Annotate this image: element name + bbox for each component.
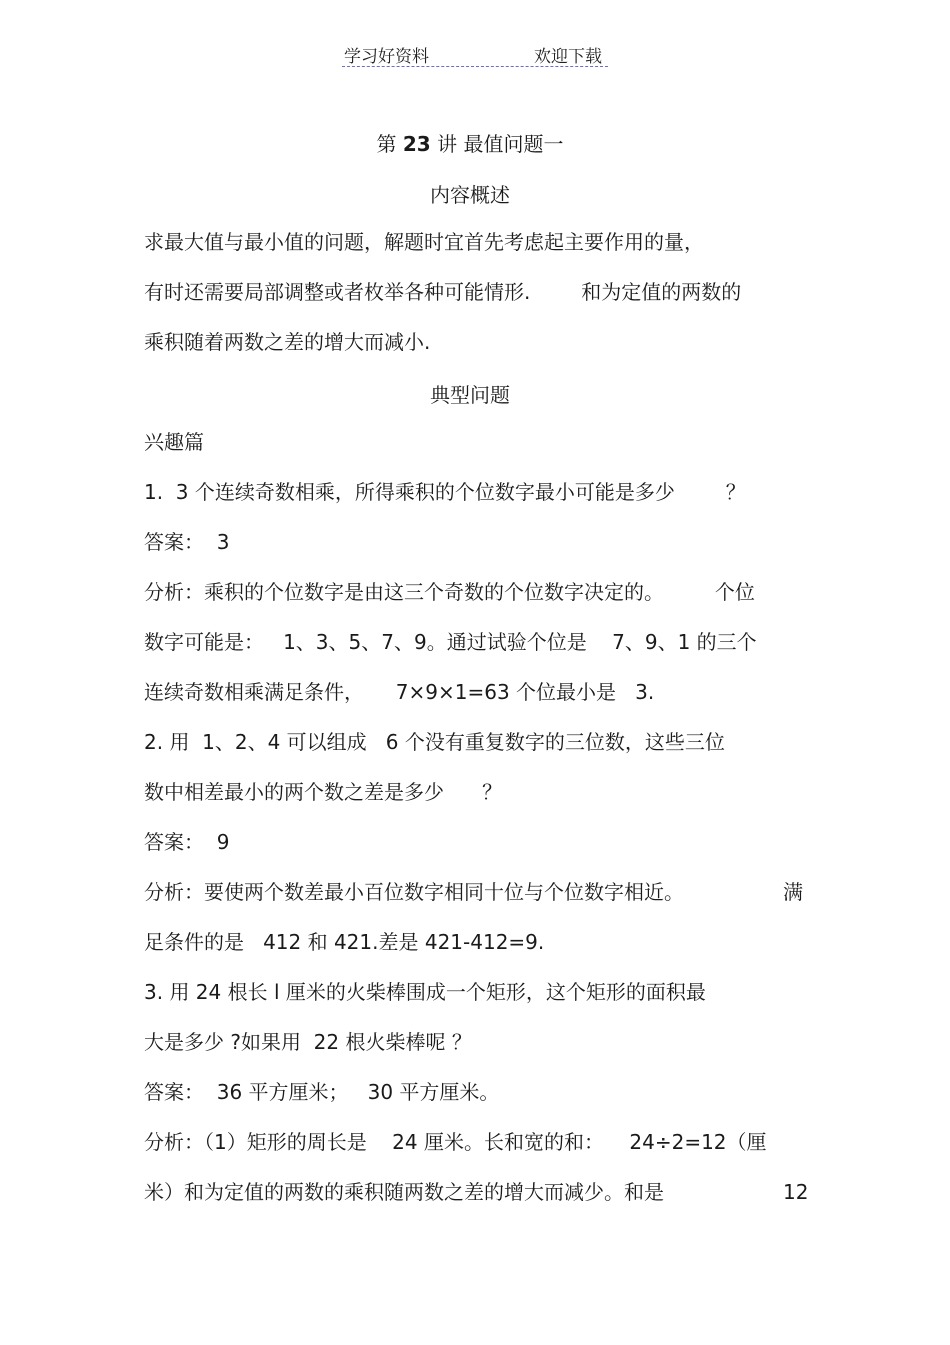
page-header <box>342 40 608 67</box>
answer-line: 答案： 36 平方厘米； 30 平方厘米。 <box>144 1080 500 1104</box>
problem-line: 1. 3 个连续奇数相乘，所得乘积的个位数字最小可能是多少 ？ <box>144 480 746 504</box>
problem-line: 数中相差最小的两个数之差是多少 ？ <box>144 780 503 804</box>
lesson-title <box>0 128 940 157</box>
analysis-line: 足条件的是 412 和 421.差是 421-412=9. <box>144 930 545 954</box>
section-heading-overview: 内容概述 <box>430 183 510 207</box>
title-suffix: 讲 最值问题一 <box>430 132 564 156</box>
overview-line: 有时还需要局部调整或者枚举各种可能情形. 和为定值的两数的 <box>144 280 742 304</box>
analysis-line: 分析：（1）矩形的周长是 24 厘米。长和宽的和： 24÷2=12（厘 <box>144 1130 767 1154</box>
analysis-line: 分析：要使两个数差最小百位数字相同十位与个位数字相近。 <box>144 880 684 904</box>
overview-line: 求最大值与最小值的问题，解题时宜首先考虑起主要作用的量， <box>144 230 704 254</box>
analysis-line-tail: 满 <box>783 880 803 904</box>
problem-line: 2. 用 1、2、4 可以组成 6 个没有重复数字的三位数，这些三位 <box>144 730 725 754</box>
analysis-line-tail: 12 <box>783 1180 809 1204</box>
analysis-line: 数字可能是： 1、3、5、7、9。通过试验个位是 7、9、1 的三个 <box>144 630 757 654</box>
answer-line: 答案： 3 <box>144 530 230 554</box>
header-right-text: 欢迎下载 <box>534 47 602 67</box>
analysis-line: 分析：乘积的个位数字是由这三个奇数的个位数字决定的。 个位 <box>144 580 755 604</box>
title-number: 23 <box>402 132 431 156</box>
analysis-line: 连续奇数相乘满足条件， 7×9×1=63 个位最小是 3. <box>144 680 655 704</box>
problem-line: 3. 用 24 根长 l 厘米的火柴棒围成一个矩形，这个矩形的面积最 <box>144 980 706 1004</box>
category-label: 兴趣篇 <box>144 430 204 454</box>
analysis-line: 米）和为定值的两数的乘积随两数之差的增大而减少。和是 <box>144 1180 664 1204</box>
answer-line: 答案： 9 <box>144 830 230 854</box>
title-prefix: 第 <box>376 132 403 156</box>
overview-line: 乘积随着两数之差的增大而减小. <box>144 330 431 354</box>
header-left-text: 学习好资料 <box>344 47 429 67</box>
section-heading-problems: 典型问题 <box>430 383 510 407</box>
problem-line: 大是多少 ?如果用 22 根火柴棒呢 ？ <box>144 1030 472 1054</box>
